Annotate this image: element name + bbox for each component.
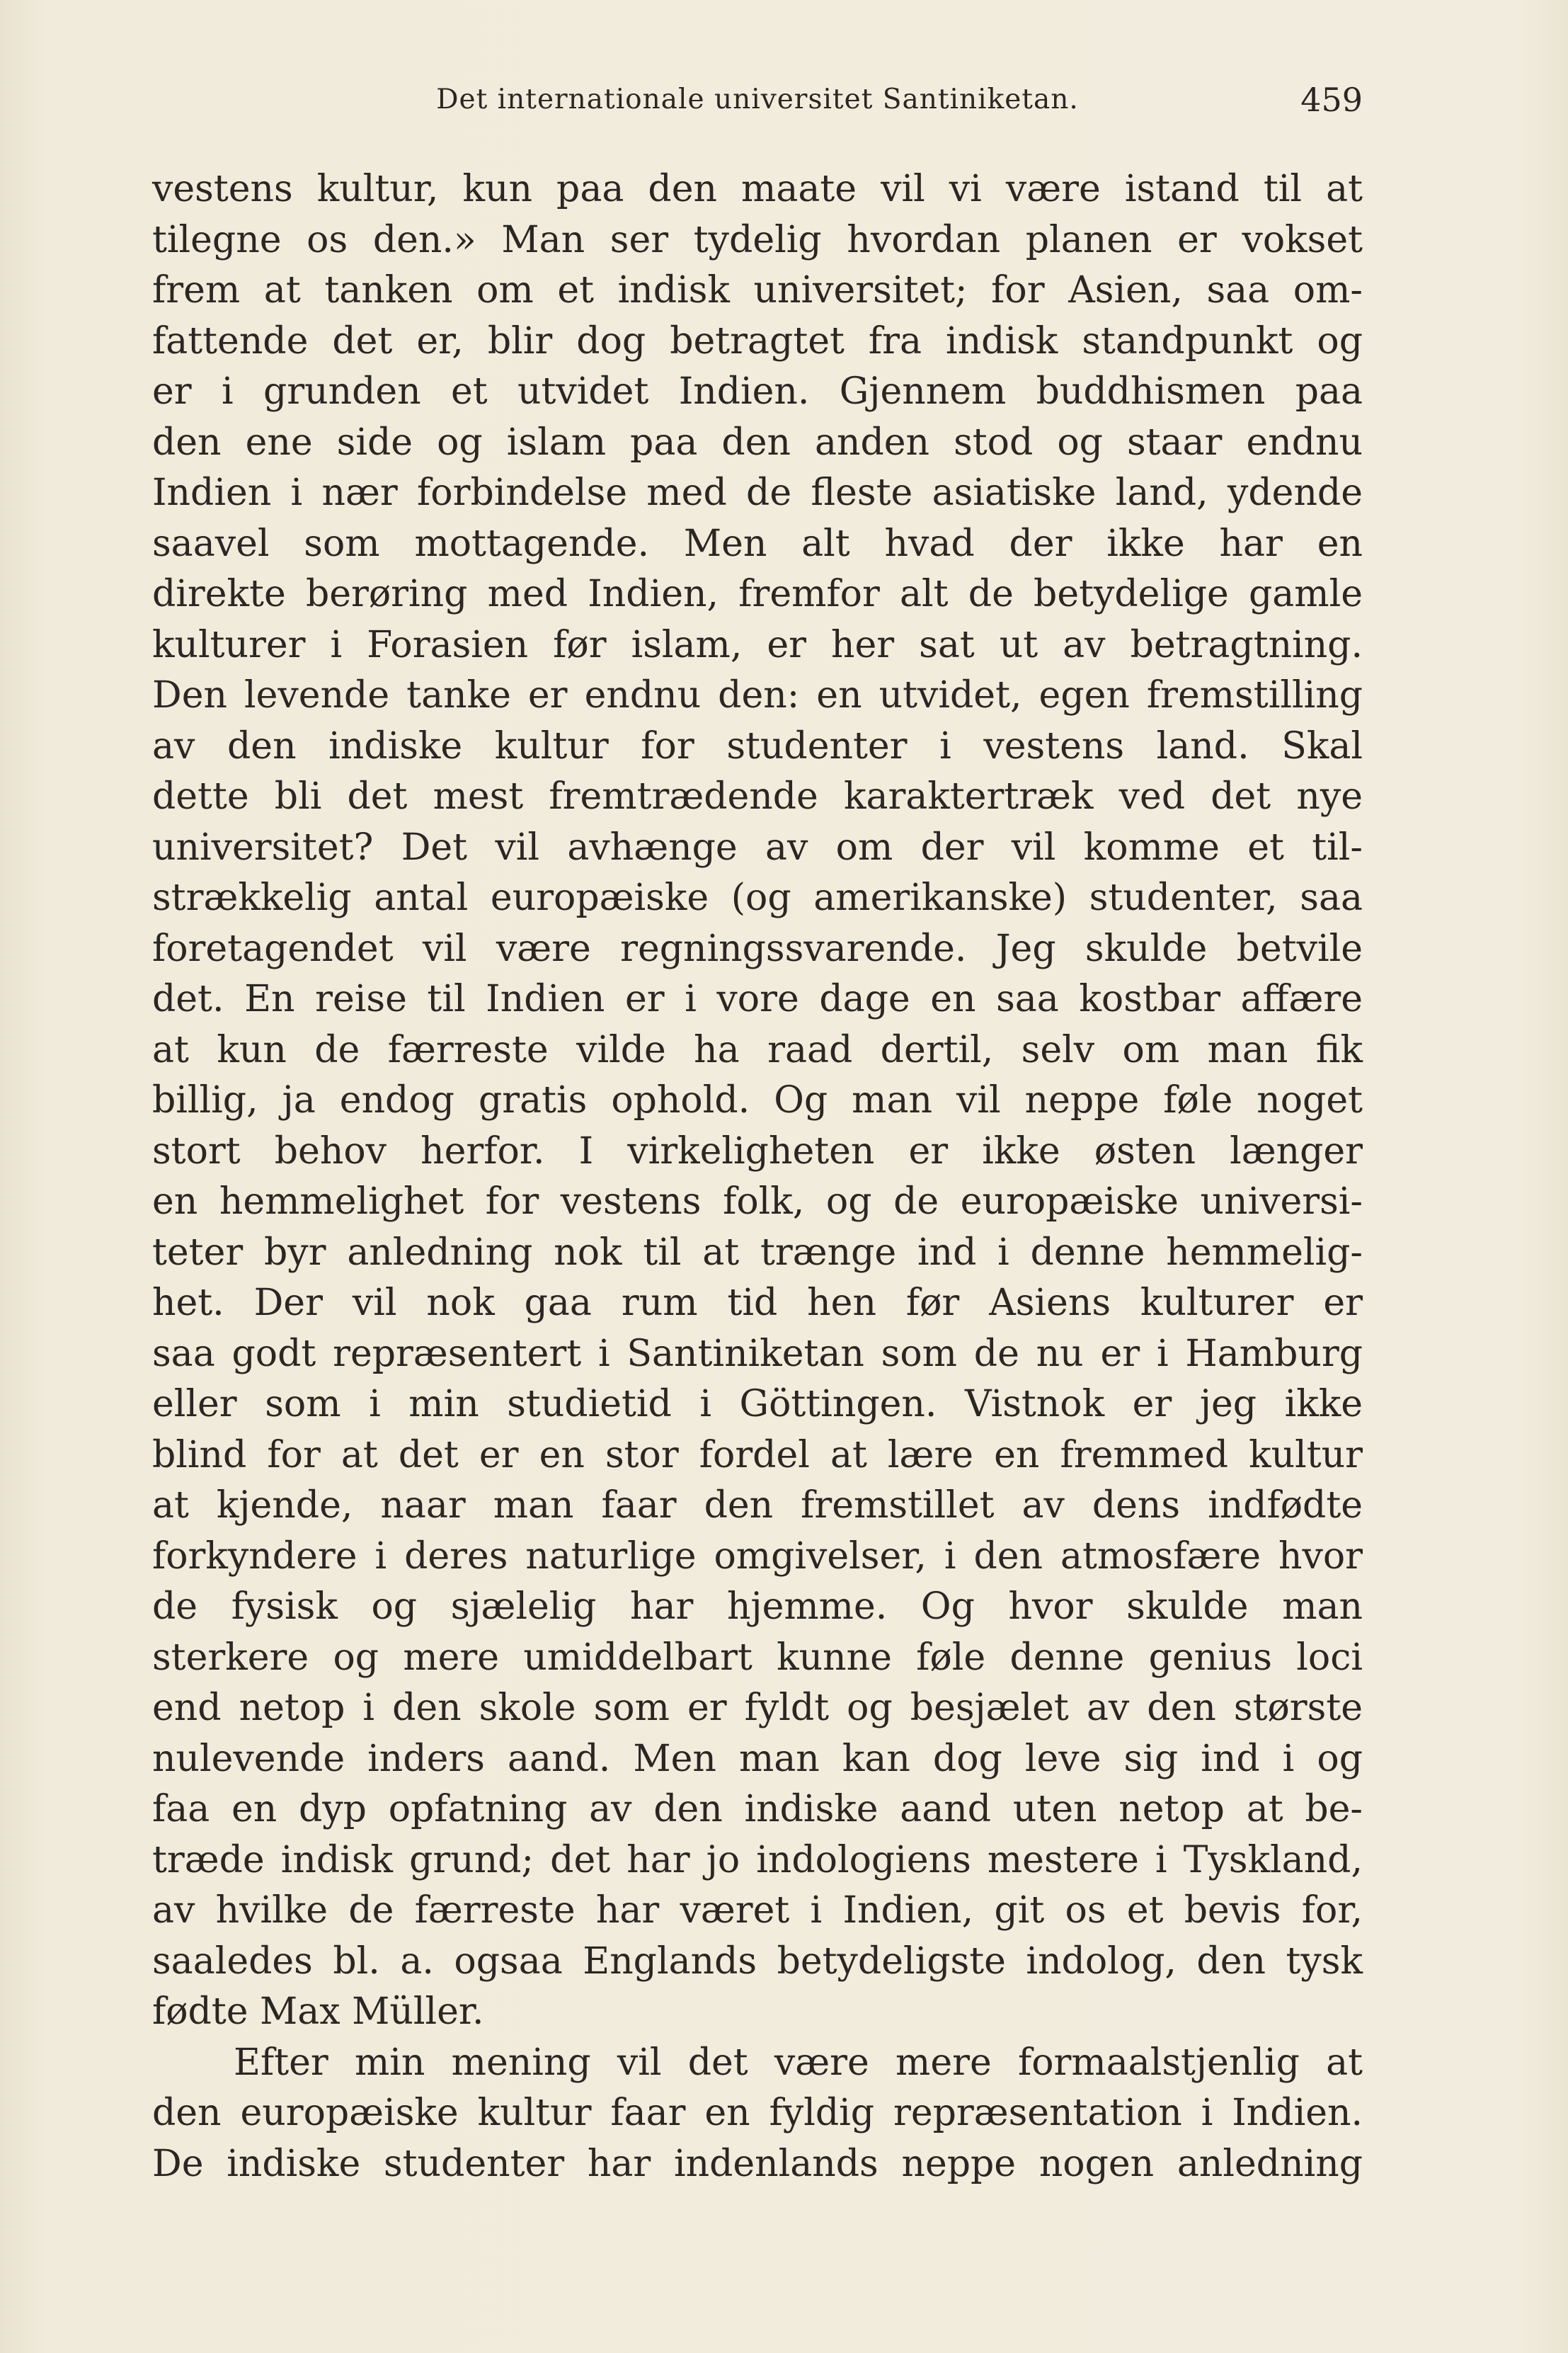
text-line: teter byr anledning nok til at trænge ind i denne hemmelig- (152, 1231, 1363, 1274)
paragraph-end-line: fødte Max Müller. (152, 1990, 484, 2033)
text-line: blind for at det er en stor fordel at lære en fremmed kultur (152, 1433, 1363, 1476)
text-line: foretagendet vil være regningssvarende. Jeg skulde betvile (152, 927, 1363, 970)
text-line: faa en dyp opfatning av den indiske aand uten netop at be- (152, 1788, 1363, 1830)
paragraph-start-line: Efter min mening vil det være mere formaalstjenlig at (234, 2041, 1363, 2084)
text-line: strækkelig antal europæiske (og amerikanske) studenter, saa (152, 877, 1363, 919)
text-line: at kjende, naar man faar den fremstillet av dens indfødte (152, 1484, 1363, 1527)
text-line: er i grunden et utvidet Indien. Gjennem buddhismen paa (152, 370, 1363, 413)
text-line: at kun de færreste vilde ha raad dertil, selv om man fik (152, 1028, 1363, 1071)
page-number: 459 (1300, 81, 1363, 119)
text-line: fattende det er, blir dog betragtet fra indisk standpunkt og (152, 319, 1363, 363)
text-line: saavel som mottagende. Men alt hvad der ikke har en (152, 522, 1363, 565)
text-line: tilegne os den.» Man ser tydelig hvordan planen er vokset (152, 218, 1363, 261)
text-line: stort behov herfor. I virkeligheten er ikke østen længer (152, 1129, 1363, 1173)
text-line: nulevende inders aand. Men man kan dog leve sig ind i og (152, 1737, 1363, 1780)
text-line: den europæiske kultur faar en fyldig repræsentation i Indien. (152, 2092, 1363, 2134)
text-line: direkte berøring med Indien, fremfor alt de betydelige gamle (152, 573, 1363, 615)
text-line: kulturer i Forasien før islam, er her sat ut av betragtning. (152, 623, 1363, 666)
body-text (152, 164, 1363, 2189)
text-line: De indiske studenter har indenlands neppe nogen anledning (152, 2142, 1363, 2185)
running-title: Det internationale universitet Santiniketan. (436, 84, 1079, 115)
text-line: den ene side og islam paa den anden stod og staar endnu (152, 421, 1363, 464)
text-line: Indien i nær forbindelse med de fleste asiatiske land, ydende (152, 472, 1363, 514)
text-line: en hemmelighet for vestens folk, og de europæiske universi- (152, 1180, 1363, 1223)
text-line: universitet? Det vil avhænge av om der vil komme et til- (152, 826, 1363, 869)
text-line: av den indiske kultur for studenter i vestens land. Skal (152, 724, 1363, 768)
text-line: forkyndere i deres naturlige omgivelser, i den atmosfære hvor (152, 1534, 1363, 1578)
text-line: av hvilke de færreste har været i Indien, git os et bevis for, (152, 1889, 1363, 1932)
text-line: dette bli det mest fremtrædende karaktertræk ved det nye (152, 775, 1363, 818)
text-line: de fysisk og sjælelig har hjemme. Og hvor skulde man (152, 1585, 1363, 1628)
text-line: Den levende tanke er endnu den: en utvidet, egen fremstilling (152, 674, 1363, 717)
text-line: saa godt repræsentert i Santiniketan som de nu er i Hamburg (152, 1332, 1363, 1375)
text-line: det. En reise til Indien er i vore dage en saa kostbar affære (152, 978, 1363, 1020)
text-line: saaledes bl. a. ogsaa Englands betydeligste indolog, den tysk (152, 1939, 1363, 1983)
text-line: eller som i min studietid i Göttingen. Vistnok er jeg ikke (152, 1383, 1363, 1425)
text-line: vestens kultur, kun paa den maate vil vi være istand til at (152, 168, 1363, 210)
text-line: het. Der vil nok gaa rum tid hen før Asiens kulturer er (152, 1282, 1363, 1324)
page-header (152, 76, 1363, 126)
text-line: frem at tanken om et indisk universitet; for Asien, saa om- (152, 269, 1363, 312)
text-line: træde indisk grund; det har jo indologiens mestere i Tyskland, (152, 1838, 1363, 1881)
text-line: end netop i den skole som er fyldt og besjælet av den største (152, 1687, 1363, 1729)
text-line: billig, ja endog gratis ophold. Og man vil neppe føle noget (152, 1079, 1363, 1122)
text-line: sterkere og mere umiddelbart kunne føle denne genius loci (152, 1636, 1363, 1679)
